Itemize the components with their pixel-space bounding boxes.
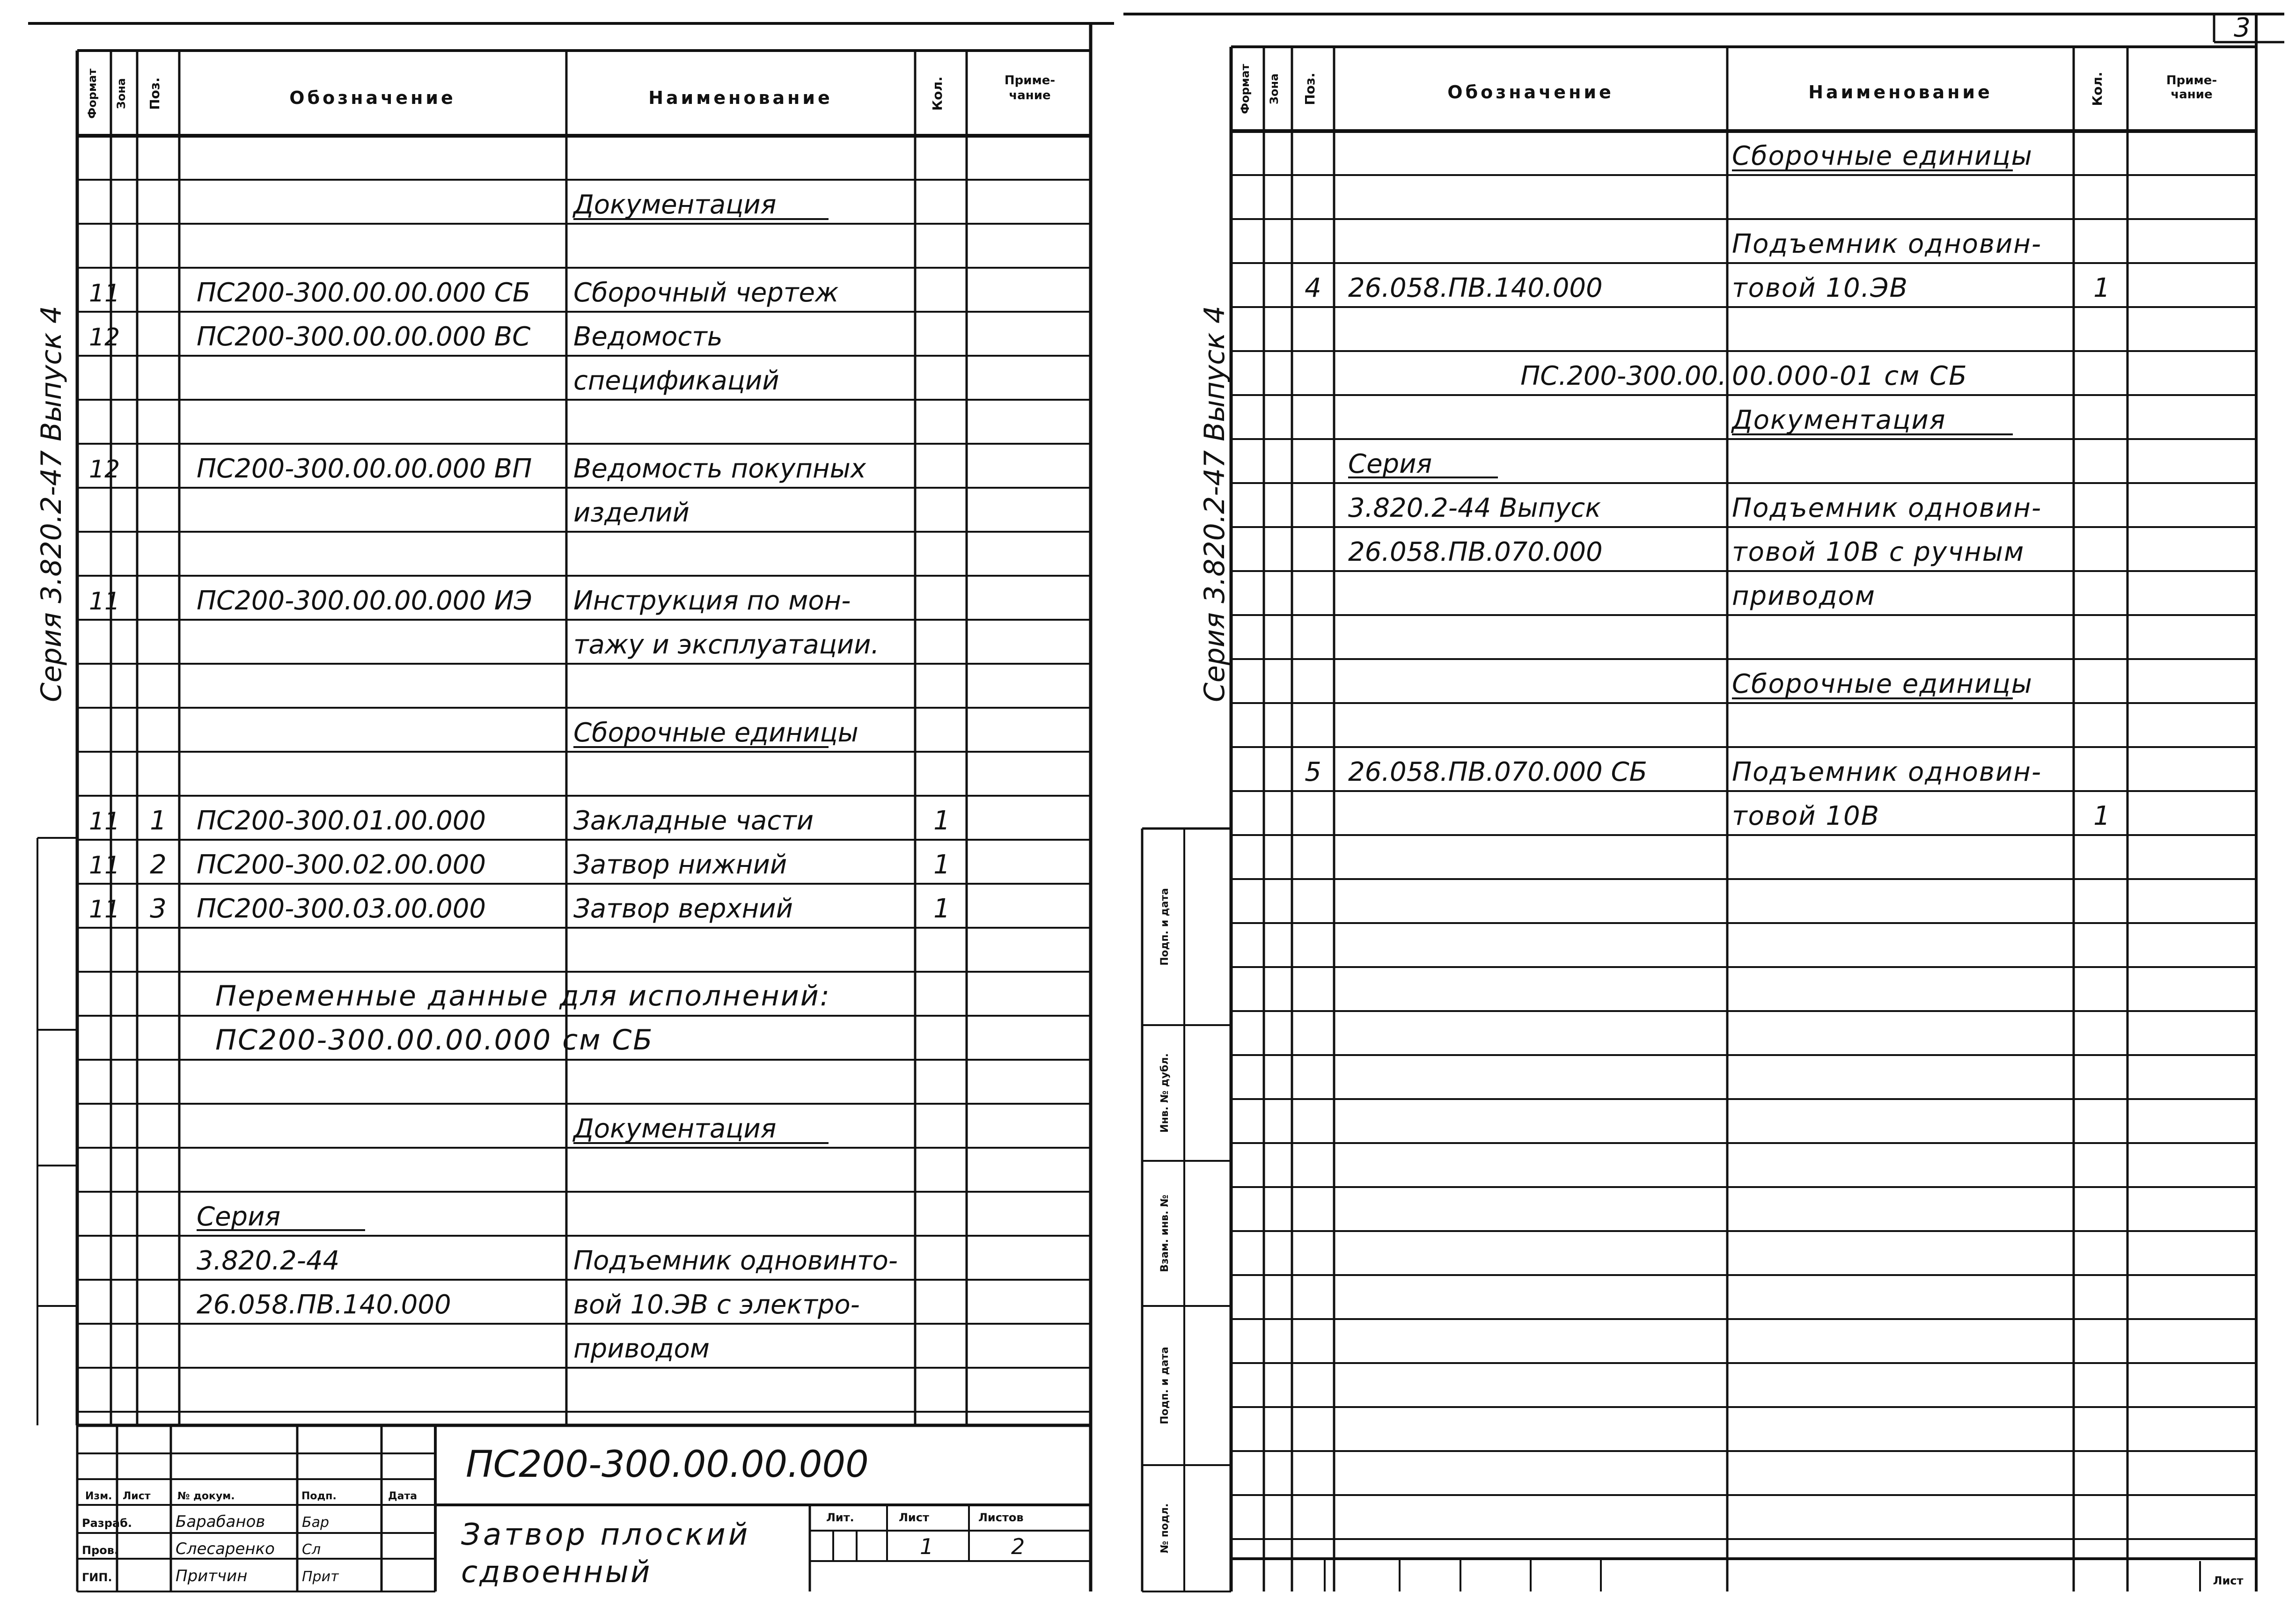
sheet-label: Лист (899, 1511, 929, 1524)
header-format: Формат (1239, 64, 1252, 114)
header-pos: Поз. (1302, 73, 1318, 105)
lit-label: Лит. (826, 1511, 854, 1524)
doc-code: ПС200-300.00.00.000 (466, 1444, 869, 1486)
row-designation: 26.058.ПВ.070.000 (1348, 537, 1603, 567)
role-label: Пров. (82, 1544, 119, 1557)
row-designation: Серия (197, 1202, 281, 1232)
header-note: Приме- (2166, 73, 2217, 88)
row-span-text: ПС200-300.00.00.000 см СБ (215, 1024, 654, 1056)
right-sheet (1123, 13, 2284, 1591)
row-qty: 1 (933, 850, 950, 880)
corner-label: Лист (2213, 1574, 2244, 1587)
row-name: товой 10В с ручным (1732, 537, 2025, 567)
header-name: Наименование (648, 88, 833, 108)
row-name: Сборочные единицы (1732, 141, 2033, 171)
row-designation: 26.058.ПВ.070.000 СБ (1348, 757, 1647, 787)
row-name: Подъемник одновин- (1732, 493, 2042, 523)
row-name: приводом (573, 1334, 710, 1364)
row-designation: 3.820.2-44 (197, 1246, 340, 1276)
row-designation: Серия (1348, 449, 1432, 479)
row-name: тажу и эксплуатации. (573, 630, 880, 660)
row-name: Подъемник одновин- (1732, 757, 2042, 787)
row-name: приводом (1732, 581, 1876, 611)
row-name: Инструкция по мон- (573, 586, 851, 616)
row-name: товой 10В (1732, 801, 1880, 831)
row-name: Сборочные единицы (573, 718, 858, 748)
row-designation: 26.058.ПВ.140.000 (1348, 273, 1603, 303)
role-name: Барабанов (176, 1512, 265, 1531)
row-designation: ПС200-300.02.00.000 (197, 850, 486, 880)
row-designation: ПС.200-300.00. (1520, 361, 1726, 391)
side-label: Серия 3.820.2-47 Выпуск 4 (1198, 306, 1231, 702)
header-qty: Кол. (930, 76, 945, 111)
row-name: Документация (573, 1114, 777, 1144)
row-qty: 1 (2093, 273, 2110, 303)
header-pos: Поз. (147, 77, 162, 110)
header-zone: Зона (115, 78, 128, 110)
row-name: Документация (1732, 405, 1946, 435)
row-span-text: Переменные данные для исполнений: (215, 980, 831, 1012)
row-pos: 3 (150, 894, 167, 924)
role-name: Слесаренко (176, 1540, 275, 1558)
row-name: Документация (573, 190, 777, 220)
row-name: Подъемник одновин- (1732, 229, 2042, 259)
row-pos: 5 (1305, 757, 1321, 787)
role-signature: Сл (302, 1541, 321, 1558)
title-line-1: Затвор плоский (461, 1518, 751, 1552)
side-label: Серия 3.820.2-47 Выпуск 4 (35, 306, 68, 702)
row-pos: 2 (150, 850, 167, 880)
col-label: № докум. (177, 1490, 235, 1502)
title-line-2: сдвоенный (461, 1555, 652, 1590)
margin-label: № подл. (1159, 1503, 1171, 1554)
margin-label: Подп. и дата (1159, 888, 1171, 966)
row-name: Сборочный чертеж (573, 278, 839, 308)
margin-label: Подп. и дата (1159, 1347, 1171, 1424)
header-designation: Обозначение (1447, 82, 1614, 103)
row-name: изделий (573, 498, 690, 528)
row-name: Подъемник одновинто- (573, 1246, 898, 1276)
col-label: Изм. (85, 1490, 112, 1502)
header-zone: Зона (1268, 73, 1281, 105)
col-label: Подп. (301, 1490, 337, 1502)
header-designation: Обозначение (289, 88, 456, 108)
sheets-label: Листов (978, 1511, 1024, 1524)
row-format: 11 (89, 587, 120, 616)
header-qty: Кол. (2090, 72, 2105, 106)
header-note-2: чание (1009, 88, 1051, 103)
row-format: 11 (89, 851, 120, 880)
row-format: 12 (89, 323, 120, 352)
margin-label: Взам. инв. № (1159, 1195, 1171, 1272)
page-number: 3 (2234, 13, 2251, 43)
margin-label: Инв. № дубл. (1159, 1053, 1171, 1133)
row-pos: 4 (1305, 273, 1321, 303)
row-designation: ПС200-300.00.00.000 СБ (197, 278, 531, 308)
role-name: Притчин (176, 1567, 248, 1585)
row-name: Ведомость покупных (573, 454, 866, 484)
row-designation: ПС200-300.00.00.000 ИЭ (197, 586, 532, 616)
row-designation: 3.820.2-44 Выпуск (1348, 493, 1601, 523)
role-label: ГИП. (82, 1571, 112, 1584)
row-name: спецификаций (573, 366, 779, 396)
row-name: Ведомость (573, 322, 723, 352)
row-format: 11 (89, 807, 120, 836)
col-label: Лист (123, 1490, 151, 1502)
header-format: Формат (86, 68, 99, 119)
row-format: 11 (89, 279, 120, 308)
row-name: Затвор верхний (573, 894, 793, 924)
row-designation: ПС200-300.00.00.000 ВС (197, 322, 531, 352)
row-name: Затвор нижний (573, 850, 787, 880)
row-name: 00.000-01 см СБ (1732, 361, 1968, 391)
row-format: 11 (89, 895, 120, 924)
row-designation: ПС200-300.01.00.000 (197, 806, 486, 836)
row-designation: 26.058.ПВ.140.000 (197, 1290, 451, 1320)
row-designation: ПС200-300.03.00.000 (197, 894, 486, 924)
header-note: Приме- (1004, 73, 1056, 88)
row-name: товой 10.ЭВ (1732, 273, 1908, 303)
row-format: 12 (89, 455, 120, 484)
row-name: Сборочные единицы (1732, 669, 2033, 699)
header-name: Наименование (1808, 82, 1993, 103)
row-pos: 1 (150, 806, 167, 836)
role-label: Разраб. (82, 1517, 132, 1530)
left-sheet (28, 23, 1114, 1591)
row-name: Закладные части (573, 806, 814, 836)
sheet-number: 1 (920, 1534, 934, 1559)
row-name: вой 10.ЭВ с электро- (573, 1290, 860, 1320)
role-signature: Бар (302, 1514, 330, 1531)
role-signature: Прит (302, 1569, 339, 1585)
row-designation: ПС200-300.00.00.000 ВП (197, 454, 532, 484)
col-label: Дата (388, 1490, 418, 1502)
row-qty: 1 (933, 806, 950, 836)
header-note-2: чание (2171, 88, 2213, 102)
row-qty: 1 (933, 894, 950, 924)
sheets-count: 2 (1011, 1534, 1025, 1559)
row-qty: 1 (2093, 801, 2110, 831)
